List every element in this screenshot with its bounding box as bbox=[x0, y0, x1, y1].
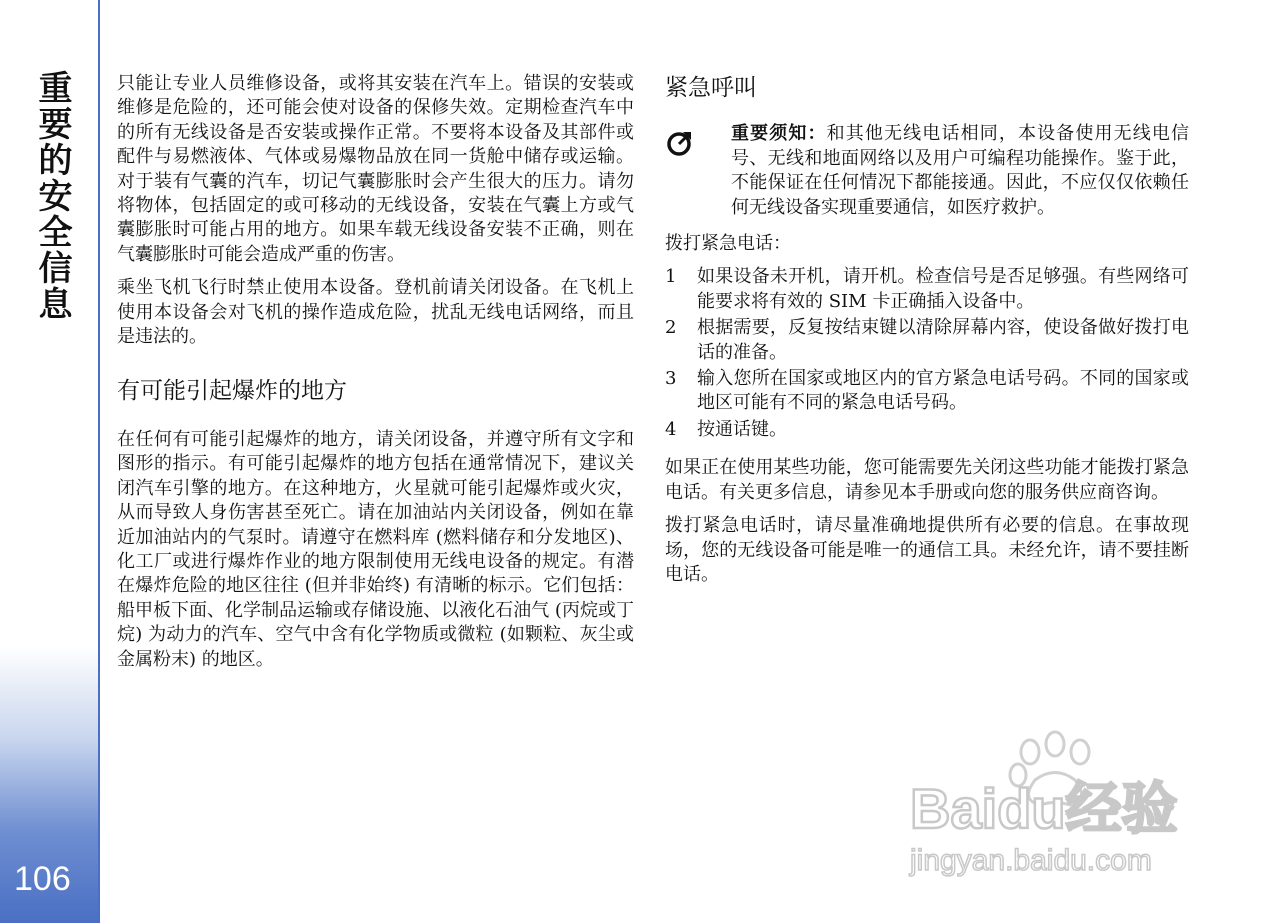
heading-emergency-calls: 紧急呼叫 bbox=[665, 75, 757, 101]
paragraph-explosive-areas: 在任何有可能引起爆炸的地方，请关闭设备，并遵守所有文字和图形的指示。有可能引起爆炸的地方包括在通常情况下，建议关闭汽车引擎的地方。在这种地方，火星就可能引起爆炸或火灾，从而导致人身伤害甚至死亡。请在加油站内关闭设备，例如在靠近加油站内的气泵时。请遵守在燃料库 (燃料储存和分发地区)、化工厂或进行爆炸作业的地方限制使用无线电设备的规定。有潜在爆炸危险的地区往往 (但并非始终) 有清晰的标示。它们包括：船甲板下面、化学制品运输或存储设施、以液化石油气 (丙烷或丁烷) 为动力的汽车、空气中含有化学物质或微粒 (如颗粒、灰尘或金属粉末) 的地区。 bbox=[117, 428, 634, 670]
step-text: 如果设备未开机，请开机。检查信号是否足够强。有些网络可能要求将有效的 SIM 卡正确插入设备中。 bbox=[697, 266, 1189, 312]
step-text: 根据需要，反复按结束键以清除屏幕内容，使设备做好拨打电话的准备。 bbox=[697, 317, 1189, 363]
list-item bbox=[665, 367, 1189, 416]
baidu-watermark bbox=[905, 730, 1205, 880]
step-number: 3 bbox=[665, 368, 677, 390]
paragraph-aircraft: 乘坐飞机飞行时禁止使用本设备。登机前请关闭设备。在飞机上使用本设备会对飞机的操作造成危险，扰乱无线电话网络，而且是违法的。 bbox=[117, 277, 634, 348]
note-text: 和其他无线电话相同，本设备使用无线电信号、无线和地面网络以及用户可编程功能操作。鉴于此，不能保证在任何情况下都能接通。因此，不应仅仅依赖任何无线设备实现重要通信，如医疗救护。 bbox=[731, 123, 1190, 218]
important-note-icon bbox=[665, 128, 695, 158]
list-item bbox=[665, 265, 1189, 314]
paragraph-functions: 如果正在使用某些功能，您可能需要先关闭这些功能才能拨打紧急电话。有关更多信息，请参见本手册或向您的服务供应商咨询。 bbox=[665, 457, 1189, 503]
page-number: 106 bbox=[14, 860, 71, 898]
steps-intro: 拨打紧急电话： bbox=[665, 233, 791, 255]
right-column bbox=[665, 72, 1189, 596]
paragraph-information: 拨打紧急电话时，请尽量准确地提供所有必要的信息。在事故现场，您的无线设备可能是唯一的通信工具。未经允许，请不要挂断电话。 bbox=[665, 515, 1189, 585]
section-title: 重要的安全信息 bbox=[32, 70, 72, 322]
heading-explosive-areas: 有可能引起爆炸的地方 bbox=[117, 378, 347, 405]
watermark-logo: Baidu经验 bbox=[910, 777, 1178, 840]
step-text: 按通话键。 bbox=[697, 418, 787, 440]
sidebar bbox=[0, 0, 100, 923]
watermark-url: jingyan.baidu.com bbox=[910, 844, 1152, 877]
step-number: 1 bbox=[665, 266, 677, 288]
list-item bbox=[665, 418, 1189, 442]
important-note bbox=[665, 122, 1189, 220]
left-column bbox=[117, 72, 634, 681]
step-number: 4 bbox=[665, 418, 677, 440]
note-label: 重要须知： bbox=[731, 123, 827, 145]
paragraph-installation: 只能让专业人员维修设备，或将其安装在汽车上。错误的安装或维修是危险的，还可能会使对设备的保修失效。定期检查汽车中的所有无线设备是否安装或操作正常。不要将本设备及其部件或配件与易燃液体、气体或易爆物品放在同一货舱中储存或运输。对于装有气囊的汽车，切记气囊膨胀时会产生很大的压力。请勿将物体，包括固定的或可移动的无线设备，安装在气囊上方或气囊膨胀时可能占用的地方。如果车载无线设备安装不正确，则在气囊膨胀时可能会造成严重的伤害。 bbox=[117, 73, 634, 265]
step-number: 2 bbox=[665, 317, 677, 339]
step-text: 输入您所在国家或地区内的官方紧急电话号码。不同的国家或地区可能有不同的紧急电话号码。 bbox=[697, 368, 1189, 414]
emergency-steps-list bbox=[665, 265, 1189, 442]
list-item bbox=[665, 316, 1189, 365]
